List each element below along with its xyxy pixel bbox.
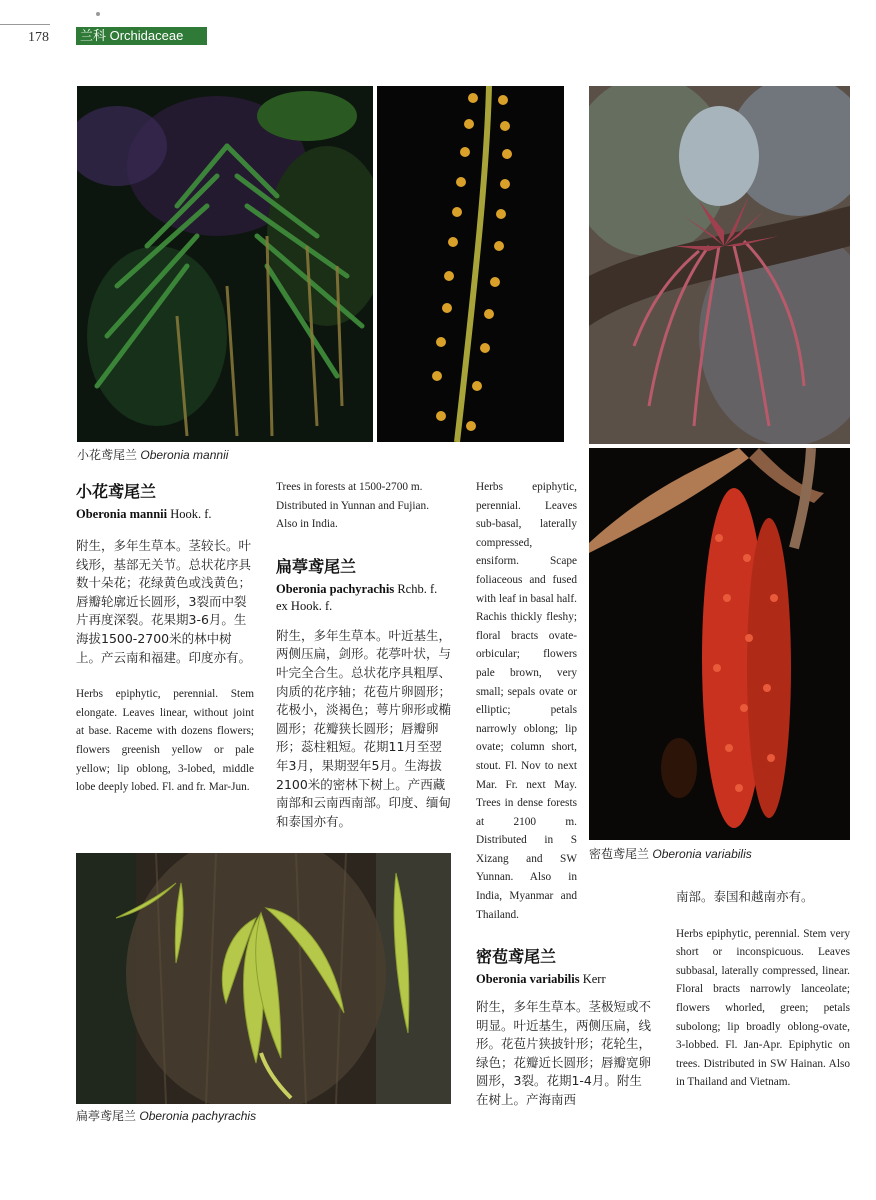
column-3 [476, 478, 577, 924]
species-pachyrachis-cn-desc: 附生，多年生草本。叶近基生，两侧压扁，剑形。花葶叶状，与叶完全合生。总状花序具粗厚、肉质的花序轴；花苞片卵圆形；花极小，淡褐色；萼片卵形或椭圆形；花瓣狭长圆形；唇瓣卵形；蕊柱粗短。花期11月至翌年3月，果期翌年5月。生海拔2100米的密林下树上。产西藏南部和云南西南部。印度、缅甸和泰国亦有。 [276, 627, 452, 829]
caption-variabilis-cn: 密苞鸢尾兰 [589, 847, 650, 861]
species-variabilis-author: Kerr [579, 972, 606, 986]
photo-variabilis-plant [589, 86, 850, 444]
caption-mannii-latin: Oberonia mannii [140, 448, 229, 462]
species-mannii-en-desc-cont: Trees in forests at 1500-2700 m. Distributed in Yunnan and Fujian. Also in India. [276, 481, 430, 531]
caption-pachyrachis-latin: Oberonia pachyrachis [139, 1109, 257, 1123]
family-banner: 兰科 Orchidaceae [76, 27, 207, 45]
caption-mannii [77, 446, 228, 463]
caption-pachyrachis-cn: 扁葶鸢尾兰 [76, 1109, 137, 1123]
species-variabilis [476, 944, 652, 1110]
photo-variabilis-inflorescence [589, 448, 850, 840]
species-mannii-en-desc: Herbs epiphytic, perennial. Stem elongate. Leaves linear, without joint at base. Raceme with dozens flowers; flowers greenish yellow or pale yellow; lip oblong, 3-lobed, middle lobe deeply lobed. Fl. and fr. Mar-Jun. [76, 688, 254, 794]
species-mannii-cn-name: 小花鸢尾兰 [76, 482, 157, 501]
species-pachyrachis-latin [276, 581, 452, 615]
column-2 [276, 478, 452, 831]
species-variabilis-latin [476, 971, 652, 988]
page-number: 178 [28, 30, 49, 45]
species-variabilis-cn-name: 密苞鸢尾兰 [476, 947, 557, 966]
header-dot [96, 12, 100, 16]
species-mannii-latin-name: Oberonia mannii [76, 507, 168, 521]
photo-mannii-plant [77, 86, 373, 442]
species-mannii-latin [76, 506, 254, 523]
caption-variabilis-latin: Oberonia variabilis [652, 847, 752, 861]
species-variabilis-en-desc: Herbs epiphytic, perennial. Stem very short or inconspicuous. Leaves subbasal, laterally compressed, linear. Floral bracts narrowly lanceolate; flowers whorled, green; petals subolong; lip broadly oblong-ovate, 3-lobbed. Fl. Jan-Apr. Epiphytic on trees. Distributed in SW Hainan. Also in Thailand and Vietnam. [676, 927, 850, 1089]
header-rule [0, 24, 50, 25]
species-mannii-author: Hook. f. [167, 507, 212, 521]
caption-pachyrachis [76, 1107, 256, 1124]
photo-mannii-inflorescence [377, 86, 564, 442]
species-pachyrachis-author: Rchb. f. ex Hook. f. [276, 581, 438, 613]
species-pachyrachis-latin-name: Oberonia pachyrachis [276, 581, 395, 596]
photo-pachyrachis [76, 853, 451, 1104]
caption-variabilis [589, 845, 752, 862]
species-variabilis-cn-desc: 附生，多年生草本。茎极短或不明显。叶近基生，两侧压扁，线形。花苞片狭披针形；花轮生，绿色；花瓣近长圆形；唇瓣宽卵圆形，3裂。花期1-4月。附生在树上。产海南西 [476, 999, 652, 1107]
species-variabilis-latin-name: Oberonia variabilis [476, 972, 580, 986]
species-pachyrachis-cn-name: 扁葶鸢尾兰 [276, 556, 357, 576]
species-variabilis-cn-desc-cont: 南部。泰国和越南亦有。 [676, 889, 814, 904]
caption-mannii-cn: 小花鸢尾兰 [77, 448, 138, 462]
species-mannii [76, 479, 254, 797]
column-4 [676, 888, 850, 1092]
species-mannii-cn-desc: 附生，多年生草本。茎较长。叶线形，基部无关节。总状花序具数十朵花；花绿黄色或浅黄色；唇瓣轮廓近长圆形，3裂而中裂片再度深裂。花果期3-6月。生海拔1500-2700米的林中树上。产云南和福建。印度亦有。 [76, 538, 252, 665]
species-pachyrachis-en-desc: Herbs epiphytic, perennial. Leaves sub-basal, laterally compressed, ensiform. Scape foliaceous and fused with leaf in basal half. Rachis thickly fleshy; floral bracts ovate-orbicular; flowers pale brown, very small; sepals ovate or elliptic; petals narrowly oblong; lip ovate; column short, stout. Fl. Nov to next Mar. Fr. next May. Trees in dense forests at 2100 m. Distributed in S Xizang and SW Yunnan. Also in India, Myanmar and Thailand. [476, 481, 577, 921]
